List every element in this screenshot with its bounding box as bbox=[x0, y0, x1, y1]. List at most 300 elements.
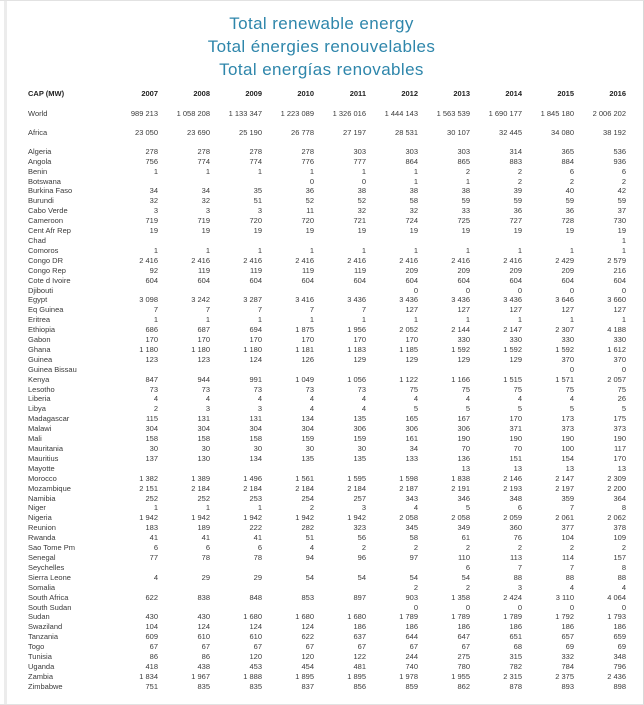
value-cell bbox=[158, 365, 210, 375]
table-row bbox=[28, 365, 626, 375]
value-cell: 774 bbox=[249, 156, 262, 166]
value-cell bbox=[314, 236, 366, 246]
value-cell: 883 bbox=[509, 156, 522, 166]
value-cell: 73 bbox=[149, 384, 158, 394]
value-cell: 58 bbox=[409, 196, 418, 206]
table-row bbox=[28, 102, 626, 126]
value-cell: 1 bbox=[361, 245, 366, 255]
table-row bbox=[28, 424, 626, 434]
value-cell: 129 bbox=[509, 354, 522, 364]
value-cell: 5 bbox=[413, 404, 418, 414]
value-cell: 3 bbox=[205, 404, 210, 414]
value-cell: 304 bbox=[249, 424, 262, 434]
value-cell: 6 bbox=[517, 503, 522, 513]
value-cell: 6 bbox=[153, 543, 158, 553]
row-label: Comoros bbox=[28, 245, 59, 255]
value-cell: 67 bbox=[461, 642, 470, 652]
value-cell: 1 598 bbox=[399, 473, 418, 483]
table-row bbox=[28, 305, 626, 315]
value-cell: 186 bbox=[561, 622, 574, 632]
value-cell: 3 bbox=[517, 582, 522, 592]
value-cell: 1 680 bbox=[295, 612, 314, 622]
row-label: Congo Rep bbox=[28, 265, 66, 275]
row-label: Nigeria bbox=[28, 513, 52, 523]
value-cell: 167 bbox=[457, 414, 470, 424]
value-cell: 158 bbox=[145, 434, 158, 444]
value-cell: 1 bbox=[153, 315, 158, 325]
value-cell: 30 bbox=[305, 444, 314, 453]
value-cell: 67 bbox=[357, 642, 366, 652]
value-cell: 158 bbox=[197, 434, 210, 444]
value-cell: 5 bbox=[465, 503, 470, 513]
row-label: Cameroon bbox=[28, 216, 64, 226]
value-cell bbox=[106, 563, 158, 573]
value-cell bbox=[366, 563, 418, 573]
value-cell: 3 110 bbox=[555, 592, 574, 602]
table-row bbox=[28, 464, 626, 474]
value-cell: 2 309 bbox=[607, 473, 626, 483]
value-cell: 835 bbox=[249, 681, 262, 691]
value-cell: 7 bbox=[257, 305, 262, 315]
value-cell: 1 bbox=[465, 315, 470, 325]
value-cell: 58 bbox=[409, 533, 418, 543]
value-cell: 209 bbox=[457, 265, 470, 275]
year-header: 2013 bbox=[453, 89, 470, 98]
value-cell: 2 416 bbox=[503, 255, 522, 265]
value-cell: 2 147 bbox=[555, 473, 574, 483]
row-label: Somalia bbox=[28, 582, 56, 592]
value-cell: 1 895 bbox=[347, 671, 366, 681]
value-cell bbox=[106, 286, 158, 296]
value-cell: 782 bbox=[509, 661, 522, 671]
value-cell: 1 888 bbox=[243, 671, 262, 681]
value-cell: 1 845 180 bbox=[540, 109, 574, 118]
value-cell: 0 bbox=[517, 602, 522, 612]
table-row bbox=[28, 246, 626, 256]
value-cell: 2 bbox=[621, 176, 626, 186]
value-cell: 6 bbox=[621, 166, 626, 176]
year-header: 2016 bbox=[609, 89, 626, 98]
value-cell: 154 bbox=[561, 453, 574, 463]
value-cell: 4 bbox=[361, 404, 366, 414]
value-cell: 2 058 bbox=[451, 513, 470, 523]
value-cell: 2 bbox=[569, 176, 574, 186]
table-row bbox=[28, 286, 626, 296]
value-cell: 323 bbox=[353, 523, 366, 533]
value-cell bbox=[106, 583, 158, 593]
row-label: Mali bbox=[28, 434, 42, 444]
table-row bbox=[28, 236, 626, 246]
value-cell: 1 358 bbox=[451, 592, 470, 602]
value-cell: 694 bbox=[249, 325, 262, 335]
value-cell: 135 bbox=[353, 414, 366, 424]
table-row bbox=[28, 186, 626, 196]
value-cell: 244 bbox=[405, 652, 418, 662]
year-header: 2014 bbox=[505, 89, 522, 98]
value-cell: 120 bbox=[249, 652, 262, 662]
value-cell: 604 bbox=[457, 275, 470, 285]
value-cell: 77 bbox=[149, 552, 158, 562]
value-cell: 1 049 bbox=[295, 374, 314, 384]
value-cell: 2 058 bbox=[399, 513, 418, 523]
value-cell: 37 bbox=[617, 206, 626, 216]
row-label: Ethiopia bbox=[28, 325, 56, 335]
value-cell: 34 bbox=[201, 186, 210, 196]
value-cell: 173 bbox=[561, 414, 574, 424]
value-cell: 777 bbox=[353, 156, 366, 166]
value-cell bbox=[210, 603, 262, 613]
row-label: Eq Guinea bbox=[28, 305, 64, 315]
value-cell bbox=[158, 583, 210, 593]
value-cell: 133 bbox=[405, 453, 418, 463]
value-cell: 73 bbox=[357, 384, 366, 394]
value-cell: 2 052 bbox=[399, 325, 418, 335]
row-label: Sierra Leone bbox=[28, 572, 71, 582]
value-cell: 70 bbox=[513, 444, 522, 453]
table-row bbox=[28, 434, 626, 444]
value-cell: 59 bbox=[617, 196, 626, 206]
value-cell: 838 bbox=[197, 592, 210, 602]
table-row bbox=[28, 157, 626, 167]
value-cell: 1 bbox=[205, 166, 210, 176]
value-cell: 1 956 bbox=[347, 325, 366, 335]
value-cell: 32 bbox=[357, 206, 366, 216]
value-cell: 7 bbox=[153, 305, 158, 315]
value-cell: 1 185 bbox=[399, 344, 418, 354]
value-cell bbox=[210, 464, 262, 474]
table-row bbox=[28, 543, 626, 553]
row-label: Angola bbox=[28, 156, 52, 166]
value-cell: 7 bbox=[205, 305, 210, 315]
value-cell: 1 942 bbox=[295, 513, 314, 523]
value-cell: 0 bbox=[621, 285, 626, 295]
value-cell: 604 bbox=[613, 275, 626, 285]
table-row bbox=[28, 355, 626, 365]
value-cell: 936 bbox=[613, 156, 626, 166]
value-cell: 1 571 bbox=[555, 374, 574, 384]
value-cell bbox=[158, 177, 210, 187]
value-cell: 23 690 bbox=[187, 127, 210, 137]
row-label: Sao Tome Pm bbox=[28, 543, 75, 553]
row-label: Zimbabwe bbox=[28, 681, 63, 691]
row-label: Rwanda bbox=[28, 533, 56, 543]
value-cell: 2 184 bbox=[295, 483, 314, 493]
year-header: 2008 bbox=[193, 89, 210, 98]
table-row bbox=[28, 682, 626, 692]
value-cell: 2 057 bbox=[607, 374, 626, 384]
value-cell: 622 bbox=[145, 592, 158, 602]
value-cell: 75 bbox=[513, 384, 522, 394]
value-cell: 2 061 bbox=[555, 513, 574, 523]
value-cell: 40 bbox=[565, 186, 574, 196]
value-cell: 126 bbox=[301, 354, 314, 364]
value-cell: 19 bbox=[357, 226, 366, 236]
value-cell: 348 bbox=[613, 652, 626, 662]
value-cell: 1 056 bbox=[347, 374, 366, 384]
value-cell: 2 416 bbox=[347, 255, 366, 265]
value-cell bbox=[262, 464, 314, 474]
value-cell: 4 bbox=[205, 394, 210, 404]
value-cell: 186 bbox=[613, 622, 626, 632]
row-label: Botswana bbox=[28, 176, 61, 186]
value-cell: 2 416 bbox=[295, 255, 314, 265]
value-cell: 2 bbox=[413, 543, 418, 553]
value-cell: 314 bbox=[509, 146, 522, 156]
value-cell: 170 bbox=[613, 453, 626, 463]
value-cell: 129 bbox=[457, 354, 470, 364]
value-cell: 127 bbox=[613, 305, 626, 315]
value-cell: 119 bbox=[198, 265, 210, 275]
value-cell: 19 bbox=[305, 226, 314, 236]
value-cell: 19 bbox=[461, 226, 470, 236]
value-cell: 1 180 bbox=[139, 344, 158, 354]
value-cell: 1 bbox=[413, 315, 418, 325]
value-cell: 136 bbox=[457, 453, 470, 463]
value-cell: 186 bbox=[457, 622, 470, 632]
value-cell: 129 bbox=[405, 354, 418, 364]
value-cell: 751 bbox=[145, 681, 158, 691]
value-cell: 175 bbox=[613, 414, 626, 424]
value-cell: 3 646 bbox=[555, 295, 574, 305]
value-cell: 1 058 208 bbox=[176, 109, 210, 118]
row-label: Djibouti bbox=[28, 285, 54, 295]
value-cell: 989 213 bbox=[130, 109, 158, 118]
value-cell: 124 bbox=[197, 622, 210, 632]
value-cell bbox=[158, 563, 210, 573]
value-cell: 1 183 bbox=[347, 344, 366, 354]
row-label: Niger bbox=[28, 503, 46, 513]
value-cell: 137 bbox=[145, 453, 158, 463]
value-cell: 2 315 bbox=[503, 671, 522, 681]
value-cell: 1 955 bbox=[451, 671, 470, 681]
value-cell: 5 bbox=[517, 404, 522, 414]
value-cell: 4 188 bbox=[607, 325, 626, 335]
value-cell: 35 bbox=[253, 186, 262, 196]
value-cell: 3 436 bbox=[503, 295, 522, 305]
value-cell: 2 bbox=[413, 582, 418, 592]
table-row bbox=[28, 404, 626, 414]
value-cell: 878 bbox=[509, 681, 522, 691]
value-cell: 13 bbox=[461, 463, 470, 473]
value-cell bbox=[210, 563, 262, 573]
value-cell: 1 223 089 bbox=[280, 109, 314, 118]
row-label: Tanzania bbox=[28, 632, 59, 642]
value-cell: 604 bbox=[301, 275, 314, 285]
value-cell: 32 445 bbox=[499, 127, 522, 137]
value-cell: 719 bbox=[197, 216, 210, 226]
value-cell: 306 bbox=[457, 424, 470, 434]
row-label: Africa bbox=[28, 127, 48, 137]
value-cell bbox=[418, 236, 470, 246]
value-cell: 1 875 bbox=[295, 325, 314, 335]
value-cell bbox=[210, 286, 262, 296]
value-cell: 756 bbox=[145, 156, 158, 166]
table-row bbox=[28, 563, 626, 573]
value-cell: 1 bbox=[153, 503, 158, 513]
value-cell: 1 793 bbox=[607, 612, 626, 622]
value-cell: 7 bbox=[569, 503, 574, 513]
value-cell: 2 187 bbox=[399, 483, 418, 493]
value-cell: 1 181 bbox=[295, 344, 314, 354]
value-cell: 481 bbox=[353, 661, 366, 671]
value-cell: 727 bbox=[509, 216, 522, 226]
row-label: Zambia bbox=[28, 671, 54, 681]
year-header: 2015 bbox=[557, 89, 574, 98]
value-cell: 68 bbox=[513, 642, 522, 652]
value-cell: 454 bbox=[301, 661, 314, 671]
value-cell: 69 bbox=[617, 642, 626, 652]
row-label: Cent Afr Rep bbox=[28, 226, 71, 236]
value-cell: 39 bbox=[513, 186, 522, 196]
value-cell: 2 bbox=[153, 404, 158, 414]
value-cell: 127 bbox=[405, 305, 418, 315]
value-cell: 75 bbox=[409, 384, 418, 394]
table-row bbox=[28, 345, 626, 355]
value-cell: 209 bbox=[405, 265, 418, 275]
value-cell: 2 146 bbox=[503, 473, 522, 483]
value-cell: 34 080 bbox=[551, 127, 574, 137]
value-cell: 120 bbox=[301, 652, 314, 662]
value-cell: 34 bbox=[149, 186, 158, 196]
value-cell: 51 bbox=[253, 196, 262, 206]
value-cell: 430 bbox=[145, 612, 158, 622]
value-cell bbox=[210, 365, 262, 375]
value-cell: 3 bbox=[153, 206, 158, 216]
table-row bbox=[28, 375, 626, 385]
value-cell: 0 bbox=[413, 285, 418, 295]
value-cell: 75 bbox=[565, 384, 574, 394]
value-cell: 687 bbox=[197, 325, 210, 335]
value-cell: 252 bbox=[197, 493, 210, 503]
value-cell: 1 bbox=[621, 245, 626, 255]
value-cell: 865 bbox=[457, 156, 470, 166]
value-cell: 796 bbox=[613, 661, 626, 671]
table-row bbox=[28, 256, 626, 266]
value-cell: 303 bbox=[405, 146, 418, 156]
value-cell: 2 bbox=[621, 543, 626, 553]
value-cell: 1 166 bbox=[451, 374, 470, 384]
value-cell: 124 bbox=[249, 354, 262, 364]
value-cell: 275 bbox=[457, 652, 470, 662]
value-cell: 1 180 bbox=[243, 344, 262, 354]
row-label: Swaziland bbox=[28, 622, 63, 632]
value-cell: 604 bbox=[405, 275, 418, 285]
value-cell bbox=[366, 236, 418, 246]
table-row bbox=[28, 603, 626, 613]
value-cell: 610 bbox=[249, 632, 262, 642]
value-cell bbox=[210, 236, 262, 246]
value-cell: 88 bbox=[513, 572, 522, 582]
value-cell: 32 bbox=[149, 196, 158, 206]
value-cell: 0 bbox=[517, 285, 522, 295]
value-cell: 254 bbox=[301, 493, 314, 503]
value-cell: 3 416 bbox=[295, 295, 314, 305]
value-cell: 186 bbox=[509, 622, 522, 632]
value-cell bbox=[158, 464, 210, 474]
value-cell: 30 bbox=[253, 444, 262, 453]
value-cell bbox=[262, 583, 314, 593]
value-cell: 23 050 bbox=[135, 127, 158, 137]
value-cell: 170 bbox=[145, 335, 158, 345]
value-cell: 1 bbox=[153, 166, 158, 176]
value-cell: 1 942 bbox=[243, 513, 262, 523]
year-header: 2009 bbox=[245, 89, 262, 98]
row-label: Liberia bbox=[28, 394, 51, 404]
value-cell: 306 bbox=[405, 424, 418, 434]
row-label: Guinea bbox=[28, 354, 53, 364]
value-cell: 0 bbox=[465, 602, 470, 612]
value-cell: 51 bbox=[305, 533, 314, 543]
value-cell: 848 bbox=[249, 592, 262, 602]
row-label: World bbox=[28, 109, 48, 118]
value-cell: 1 bbox=[205, 315, 210, 325]
table-row bbox=[28, 652, 626, 662]
value-cell: 304 bbox=[197, 424, 210, 434]
table-row bbox=[28, 414, 626, 424]
value-cell: 348 bbox=[509, 493, 522, 503]
value-cell: 7 bbox=[517, 562, 522, 572]
value-cell: 657 bbox=[561, 632, 574, 642]
value-cell: 2 416 bbox=[139, 255, 158, 265]
value-cell bbox=[314, 583, 366, 593]
value-cell: 3 098 bbox=[139, 295, 158, 305]
year-header: 2012 bbox=[401, 89, 418, 98]
page-title-en: Total renewable energy bbox=[229, 14, 414, 33]
value-cell: 4 064 bbox=[607, 592, 626, 602]
value-cell: 38 192 bbox=[603, 127, 626, 137]
value-cell: 1 895 bbox=[295, 671, 314, 681]
value-cell: 3 287 bbox=[243, 295, 262, 305]
value-cell: 100 bbox=[561, 444, 574, 453]
value-cell: 2 bbox=[465, 543, 470, 553]
value-cell: 104 bbox=[145, 622, 158, 632]
value-cell: 88 bbox=[617, 572, 626, 582]
value-cell bbox=[106, 236, 158, 246]
value-cell bbox=[314, 464, 366, 474]
value-cell: 898 bbox=[613, 681, 626, 691]
value-cell: 438 bbox=[197, 661, 210, 671]
value-cell bbox=[158, 236, 210, 246]
value-cell: 1 563 539 bbox=[436, 109, 470, 118]
value-cell: 209 bbox=[561, 265, 574, 275]
value-cell: 365 bbox=[561, 146, 574, 156]
value-cell: 330 bbox=[613, 335, 626, 345]
row-label: Guinea Bissau bbox=[28, 364, 77, 374]
value-cell: 4 bbox=[153, 572, 158, 582]
value-cell: 26 bbox=[617, 394, 626, 404]
row-label: South Africa bbox=[28, 592, 69, 602]
value-cell: 720 bbox=[301, 216, 314, 226]
value-cell: 1 bbox=[621, 315, 626, 325]
value-cell: 862 bbox=[457, 681, 470, 691]
row-label: Senegal bbox=[28, 552, 56, 562]
value-cell: 1 180 bbox=[191, 344, 210, 354]
table-row bbox=[28, 612, 626, 622]
row-label: Eritrea bbox=[28, 315, 51, 325]
value-cell: 1 680 bbox=[243, 612, 262, 622]
value-cell: 1 792 bbox=[555, 612, 574, 622]
value-cell: 2 416 bbox=[191, 255, 210, 265]
value-cell: 346 bbox=[457, 493, 470, 503]
value-cell: 1 592 bbox=[555, 344, 574, 354]
value-cell: 157 bbox=[613, 552, 626, 562]
value-cell: 2 062 bbox=[607, 513, 626, 523]
table-row bbox=[28, 444, 626, 454]
value-cell: 76 bbox=[513, 533, 522, 543]
table-row bbox=[28, 295, 626, 305]
value-cell: 7 bbox=[361, 305, 366, 315]
value-cell: 304 bbox=[301, 424, 314, 434]
